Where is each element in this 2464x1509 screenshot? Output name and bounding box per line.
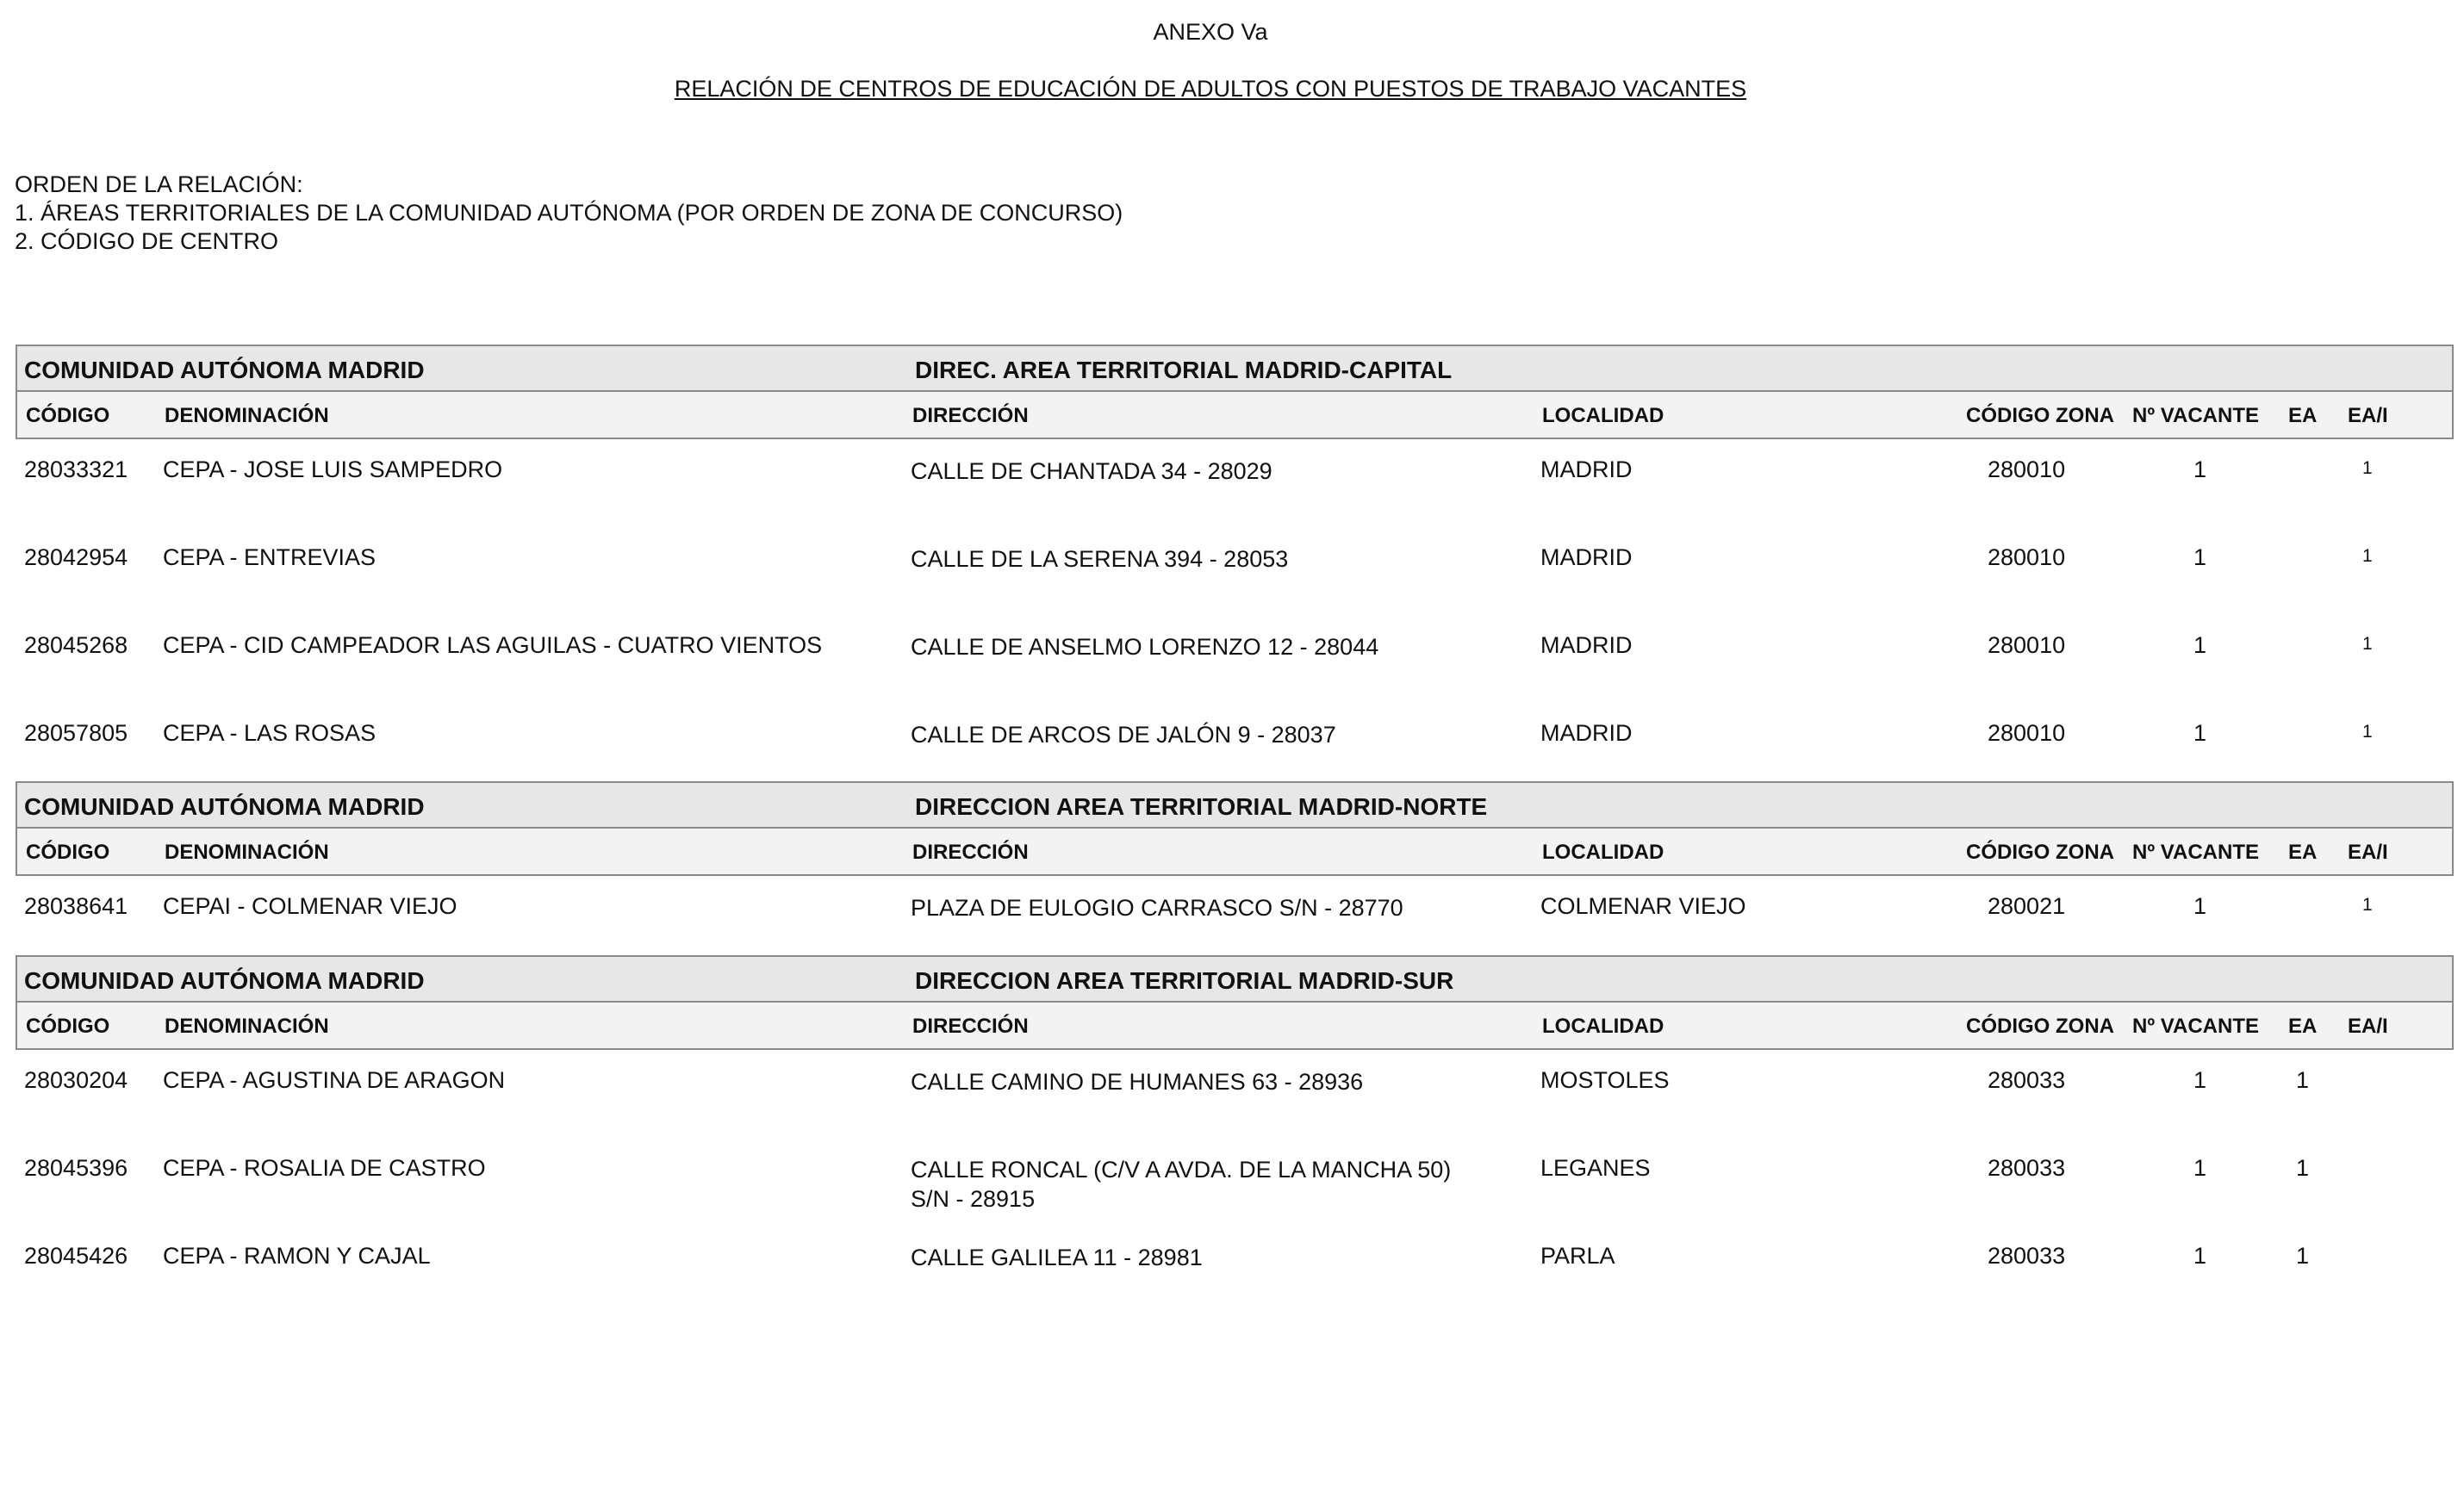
cell-direccion-line1: CALLE RONCAL (C/V A AVDA. DE LA MANCHA 50) [911,1157,1452,1183]
cell-direccion-line1: CALLE DE LA SERENA 394 - 28053 [911,546,1289,572]
cell-eai: 1 [2362,458,2373,478]
cell-direccion [911,720,1336,749]
column-header-row [16,1003,2454,1050]
cell-denominacion: CEPA - AGUSTINA DE ARAGON [163,1067,506,1093]
cell-localidad: LEGANES [1540,1155,1651,1181]
cell-n-vacante: 1 [2193,1155,2207,1181]
cell-direccion-line2: S/N - 28915 [911,1186,1036,1212]
cell-direccion-line1: CALLE DE ANSELMO LORENZO 12 - 28044 [911,634,1379,660]
section-1 [16,345,2454,791]
column-header-row [16,829,2454,876]
header-eai: EA/I [2348,841,2388,864]
cell-codigo-zona: 280010 [1988,632,2066,658]
header-localidad: LOCALIDAD [1542,1015,1664,1038]
header-localidad: LOCALIDAD [1542,404,1664,427]
cell-codigo: 28038641 [24,893,128,919]
cell-direccion [911,632,1378,661]
document-title: ANEXO Va [1153,19,1268,45]
cell-n-vacante: 1 [2193,632,2207,658]
order-item-1: 1. ÁREAS TERRITORIALES DE LA COMUNIDAD AUTÓNOMA (POR ORDEN DE ZONA DE CONCURSO) [15,200,1123,226]
cell-codigo-zona: 280033 [1988,1243,2066,1269]
cell-direccion [911,1243,1203,1272]
header-n-vacante: Nº VACANTE [2132,841,2259,864]
header-denominacion: DENOMINACIÓN [165,404,329,427]
cell-localidad: MADRID [1540,544,1633,570]
table-row [16,703,2454,791]
header-ea: EA [2288,1015,2318,1038]
table-row [16,439,2454,527]
cell-direccion-line1: CALLE DE CHANTADA 34 - 28029 [911,458,1272,484]
cell-eai: 1 [2362,634,2373,654]
cell-codigo: 28045396 [24,1155,128,1181]
cell-codigo-zona: 280010 [1988,544,2066,570]
section-band [16,345,2454,392]
header-codigo: CÓDIGO [26,404,110,427]
table-row [16,527,2454,615]
cell-codigo-zona: 280033 [1988,1155,2066,1181]
cell-direccion [911,1155,1451,1214]
header-ea: EA [2288,404,2318,427]
area-label: DIRECCION AREA TERRITORIAL MADRID-SUR [915,967,1454,994]
cell-eai: 1 [2362,895,2373,915]
table-row [16,1050,2454,1138]
cell-n-vacante: 1 [2193,893,2207,919]
cell-direccion-line1: CALLE DE ARCOS DE JALÓN 9 - 28037 [911,722,1336,748]
header-direccion: DIRECCIÓN [912,1015,1029,1038]
table-row [16,615,2454,703]
cell-eai: 1 [2362,546,2373,566]
cell-codigo: 28045426 [24,1243,128,1269]
cell-codigo-zona: 280010 [1988,456,2066,482]
cell-codigo-zona: 280033 [1988,1067,2066,1093]
header-codigo-zona: CÓDIGO ZONA [1966,1015,2114,1038]
header-direccion: DIRECCIÓN [912,404,1029,427]
header-eai: EA/I [2348,1015,2388,1038]
cell-denominacion: CEPA - CID CAMPEADOR LAS AGUILAS - CUATRO VIENTOS [163,632,823,658]
cell-n-vacante: 1 [2193,720,2207,746]
cell-codigo-zona: 280010 [1988,720,2066,746]
cell-localidad: COLMENAR VIEJO [1540,893,1746,919]
cell-direccion-line1: CALLE GALILEA 11 - 28981 [911,1245,1203,1270]
cell-direccion [911,893,1403,922]
header-codigo: CÓDIGO [26,841,110,864]
section-3 [16,955,2454,1313]
document-subtitle-text: RELACIÓN DE CENTROS DE EDUCACIÓN DE ADULTOS CON PUESTOS DE TRABAJO VACANTES [674,76,1747,102]
cell-localidad: MADRID [1540,456,1633,482]
cell-denominacion: CEPA - ENTREVIAS [163,544,376,570]
section-band [16,955,2454,1003]
header-n-vacante: Nº VACANTE [2132,404,2259,427]
header-codigo-zona: CÓDIGO ZONA [1966,841,2114,864]
table-row [16,1226,2454,1313]
section-rows [16,1050,2454,1313]
table-row [16,876,2454,964]
column-header-row [16,392,2454,439]
cell-codigo-zona: 280021 [1988,893,2066,919]
cell-denominacion: CEPA - RAMON Y CAJAL [163,1243,431,1269]
section-band [16,781,2454,829]
order-item-2: 2. CÓDIGO DE CENTRO [15,228,279,254]
comunidad-label: COMUNIDAD AUTÓNOMA MADRID [24,967,425,994]
cell-localidad: MADRID [1540,720,1633,746]
header-denominacion: DENOMINACIÓN [165,1015,329,1038]
header-eai: EA/I [2348,404,2388,427]
cell-codigo: 28042954 [24,544,128,570]
header-n-vacante: Nº VACANTE [2132,1015,2259,1038]
order-heading: ORDEN DE LA RELACIÓN: [15,171,303,197]
cell-localidad: PARLA [1540,1243,1615,1269]
header-direccion: DIRECCIÓN [912,841,1029,864]
order-block [15,171,1123,256]
section-rows [16,876,2454,964]
cell-denominacion: CEPA - ROSALIA DE CASTRO [163,1155,486,1181]
cell-codigo: 28045268 [24,632,128,658]
header-codigo-zona: CÓDIGO ZONA [1966,404,2114,427]
area-label: DIREC. AREA TERRITORIAL MADRID-CAPITAL [915,357,1453,383]
section-rows [16,439,2454,791]
cell-codigo: 28033321 [24,456,128,482]
comunidad-label: COMUNIDAD AUTÓNOMA MADRID [24,793,425,820]
document-subtitle [0,76,2421,102]
cell-direccion [911,456,1272,486]
cell-n-vacante: 1 [2193,456,2207,482]
cell-direccion-line1: PLAZA DE EULOGIO CARRASCO S/N - 28770 [911,895,1403,921]
cell-direccion [911,544,1288,574]
cell-direccion [911,1067,1363,1096]
cell-n-vacante: 1 [2193,544,2207,570]
cell-denominacion: CEPA - LAS ROSAS [163,720,376,746]
cell-localidad: MOSTOLES [1540,1067,1670,1093]
cell-direccion-line1: CALLE CAMINO DE HUMANES 63 - 28936 [911,1069,1364,1095]
cell-localidad: MADRID [1540,632,1633,658]
cell-n-vacante: 1 [2193,1243,2207,1269]
cell-codigo: 28057805 [24,720,128,746]
header-localidad: LOCALIDAD [1542,841,1664,864]
cell-codigo: 28030204 [24,1067,128,1093]
area-label: DIRECCION AREA TERRITORIAL MADRID-NORTE [915,793,1488,820]
cell-denominacion: CEPAI - COLMENAR VIEJO [163,893,457,919]
cell-denominacion: CEPA - JOSE LUIS SAMPEDRO [163,456,503,482]
cell-ea: 1 [2296,1155,2310,1181]
cell-n-vacante: 1 [2193,1067,2207,1093]
section-2 [16,781,2454,964]
table-row [16,1138,2454,1226]
header-ea: EA [2288,841,2318,864]
cell-ea: 1 [2296,1067,2310,1093]
cell-ea: 1 [2296,1243,2310,1269]
comunidad-label: COMUNIDAD AUTÓNOMA MADRID [24,357,425,383]
cell-eai: 1 [2362,722,2373,742]
header-codigo: CÓDIGO [26,1015,110,1038]
header-denominacion: DENOMINACIÓN [165,841,329,864]
